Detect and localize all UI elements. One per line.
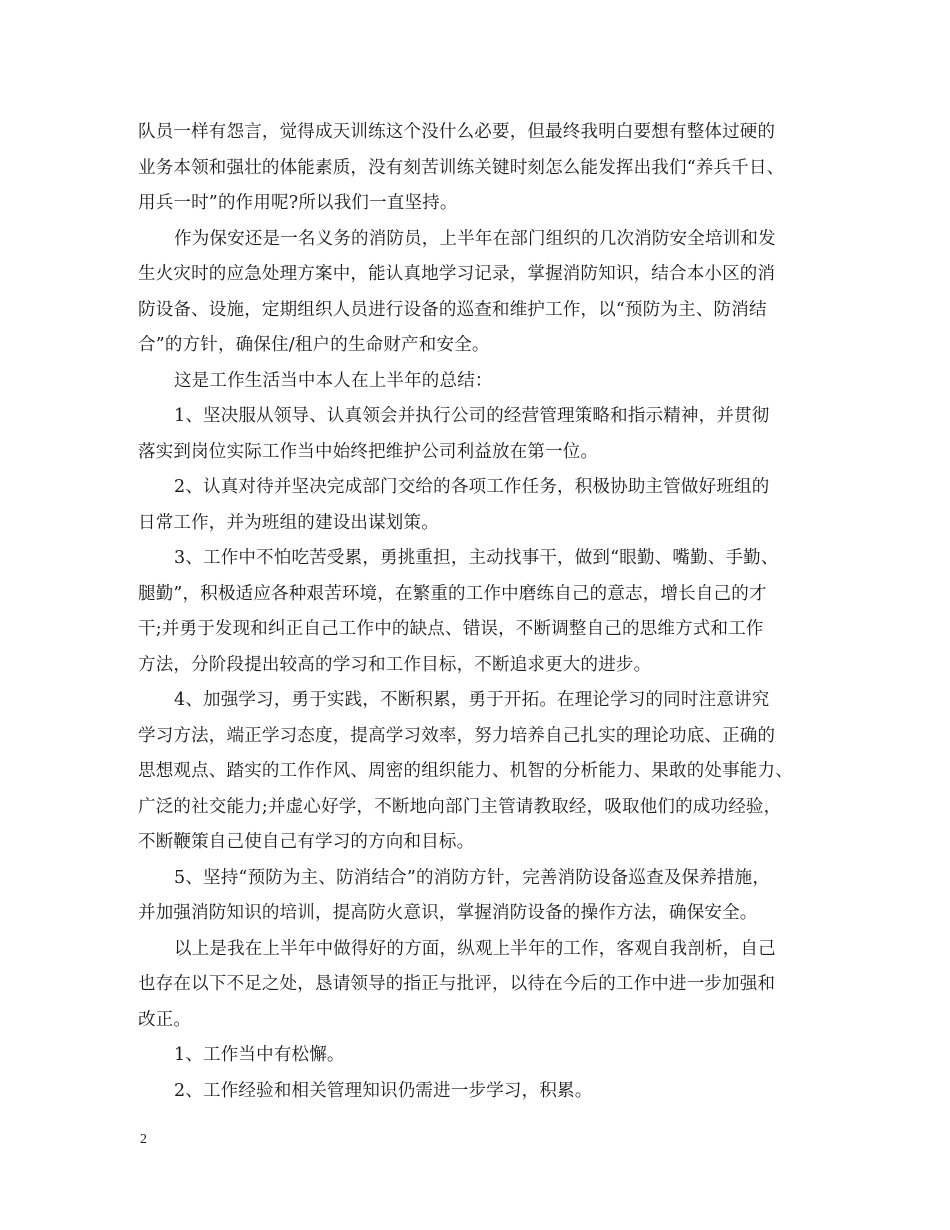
text-line: 也存在以下不足之处，恳请领导的指正与批评，以待在今后的工作中进一步加强和 bbox=[138, 974, 776, 994]
text-line: 业务本领和强壮的体能素质，没有刻苦训练关键时刻怎么能发挥出我们“养兵千日、 bbox=[138, 157, 785, 178]
text-line: 1、工作当中有松懈。 bbox=[174, 1045, 345, 1065]
text-line: 生火灾时的应急处理方案中，能认真地学习记录，掌握消防知识，结合本小区的消 bbox=[138, 264, 776, 284]
text-line: 并加强消防知识的培训，提高防火意识，掌握消防设备的操作方法，确保安全。 bbox=[138, 903, 758, 923]
text-line: 2、工作经验和相关管理知识仍需进一步学习，积累。 bbox=[174, 1080, 593, 1101]
text-line: 作为保安还是一名义务的消防员，上半年在部门组织的几次消防安全培训和发 bbox=[174, 228, 776, 249]
text-line: 2、认真对待并坚决完成部门交给的各项工作任务，积极协助主管做好班组的 bbox=[174, 477, 770, 497]
text-line: 学习方法，端正学习态度，提高学习效率，努力培养自己扎实的理论功底、正确的 bbox=[138, 725, 776, 746]
text-line: 思想观点、踏实的工作作风、周密的组织能力、机智的分析能力、果敢的处事能力、 bbox=[138, 761, 793, 781]
text-line: 这是工作生活当中本人在上半年的总结： bbox=[174, 370, 493, 391]
text-line: 5、坚持“预防为主、防消结合”的消防方针，完善消防设备巡查及保养措施， bbox=[174, 867, 771, 888]
text-line: 广泛的社交能力;并虚心好学，不断地向部门主管请教取经，吸取他们的成功经验， bbox=[138, 796, 782, 817]
document-body bbox=[138, 115, 818, 1109]
page-number: 2 bbox=[140, 1132, 147, 1147]
text-line: 不断鞭策自己使自己有学习的方向和目标。 bbox=[138, 832, 475, 852]
text-line: 3、工作中不怕吃苦受累，勇挑重担，主动找事干，做到“眼勤、嘴勤、手勤、 bbox=[174, 548, 779, 568]
text-line: 腿勤”，积极适应各种艰苦环境，在繁重的工作中磨练自己的意志，增长自己的才 bbox=[138, 583, 767, 604]
text-line: 干;并勇于发现和纠正自己工作中的缺点、错误，不断调整自己的思维方式和工作 bbox=[138, 619, 764, 639]
text-line: 队员一样有怨言，觉得成天训练这个没什么必要，但最终我明白要想有整体过硬的 bbox=[138, 122, 776, 142]
text-line: 防设备、设施，定期组织人员进行设备的巡查和维护工作，以“预防为主、防消结 bbox=[138, 299, 767, 320]
text-line: 以上是我在上半年中做得好的方面，纵观上半年的工作，客观自我剖析，自己 bbox=[174, 938, 776, 959]
text-line: 4、加强学习，勇于实践，不断积累，勇于开拓。在理论学习的同时注意讲究 bbox=[174, 690, 770, 710]
text-line: 1、坚决服从领导、认真领会并执行公司的经营管理策略和指示精神，并贯彻 bbox=[174, 406, 770, 426]
text-line: 改正。 bbox=[138, 1009, 192, 1030]
text-line: 日常工作，并为班组的建设出谋划策。 bbox=[138, 512, 439, 533]
text-line: 用兵一时”的作用呢?所以我们一直坚持。 bbox=[138, 193, 458, 213]
text-line: 合”的方针，确保住/租户的生命财产和安全。 bbox=[138, 335, 490, 355]
text-line: 方法，分阶段提出较高的学习和工作目标，不断追求更大的进步。 bbox=[138, 654, 652, 675]
text-line: 落实到岗位实际工作当中始终把维护公司利益放在第一位。 bbox=[138, 441, 599, 462]
